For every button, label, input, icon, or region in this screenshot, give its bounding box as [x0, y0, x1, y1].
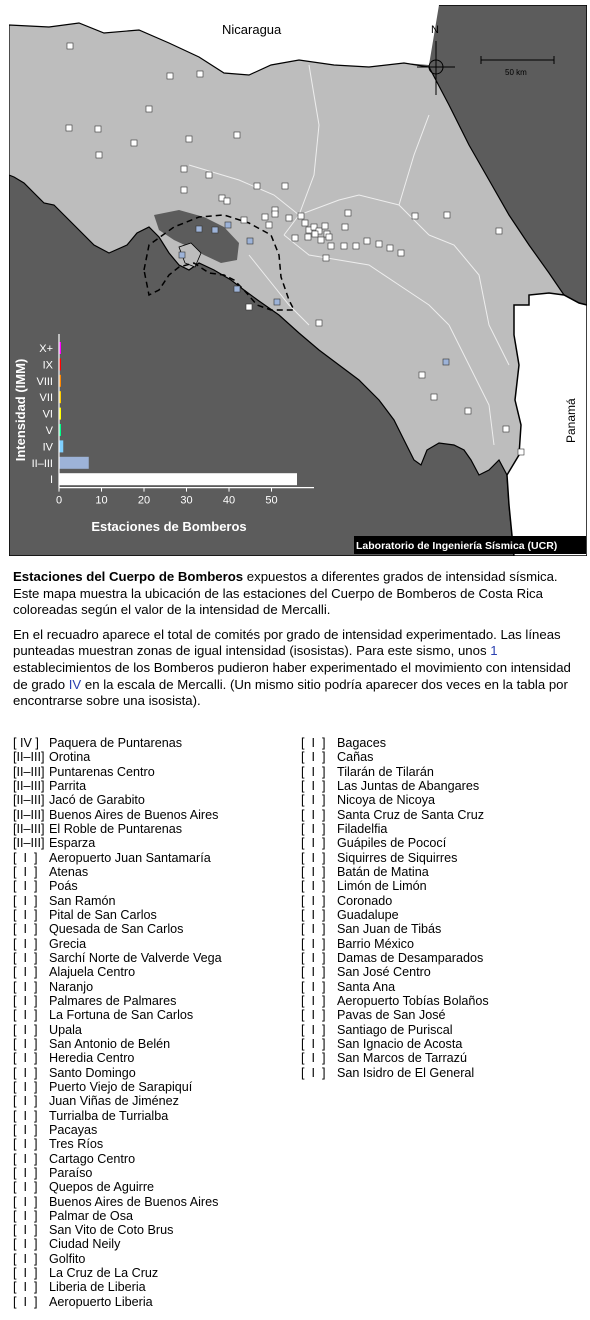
station-intensity: [ I ]	[13, 879, 38, 894]
station-marker	[266, 222, 272, 228]
station-marker	[412, 213, 418, 219]
station-intensity: [II–III]	[13, 821, 45, 836]
station-intensity: [ I ]	[301, 936, 326, 951]
station-marker-intensity	[196, 226, 202, 232]
station-marker	[341, 243, 347, 249]
station-name: Turrialba de Turrialba	[49, 1108, 169, 1123]
station-list-item	[301, 937, 489, 951]
station-intensity: [ I ]	[13, 1280, 38, 1295]
y-tick-label: V	[45, 425, 53, 437]
station-list-item	[301, 851, 489, 865]
x-axis-title: Estaciones de Bomberos	[91, 519, 247, 534]
station-intensity: [ I ]	[301, 922, 326, 937]
station-name: Palmar de Osa	[49, 1208, 133, 1223]
station-intensity: [ I ]	[301, 879, 326, 894]
station-marker	[326, 234, 332, 240]
station-list-item	[13, 980, 222, 994]
y-axis-title: Intensidad (IMM)	[13, 358, 28, 462]
station-marker	[431, 394, 437, 400]
station-name: Esparza	[49, 836, 96, 851]
station-intensity: [ I ]	[301, 1065, 326, 1080]
station-list-item	[13, 1252, 222, 1266]
y-tick-label: X+	[39, 343, 53, 355]
station-list-item	[301, 894, 489, 908]
station-marker	[312, 231, 318, 237]
x-tick-label: 50	[265, 494, 278, 507]
station-intensity: [ I ]	[13, 1237, 38, 1252]
x-tick-label: 30	[180, 494, 193, 507]
station-list-item	[301, 793, 489, 807]
station-name: La Fortuna de San Carlos	[49, 1008, 194, 1023]
svg-text:N: N	[431, 24, 439, 36]
station-intensity: [ I ]	[301, 907, 326, 922]
station-name: La Cruz de La Cruz	[49, 1266, 159, 1281]
station-marker	[206, 172, 212, 178]
station-list-item	[13, 793, 222, 807]
station-marker	[181, 187, 187, 193]
station-list-item	[13, 1037, 222, 1051]
station-name: Golfito	[49, 1251, 86, 1266]
station-list-item	[13, 1094, 222, 1108]
station-name: Jacó de Garabito	[49, 793, 145, 808]
station-list-item	[13, 822, 222, 836]
station-list-item	[301, 922, 489, 936]
station-marker	[272, 211, 278, 217]
station-list-item	[13, 750, 222, 764]
station-marker	[305, 234, 311, 240]
station-name: Paraíso	[49, 1165, 93, 1180]
station-marker	[387, 245, 393, 251]
station-intensity: [ I ]	[13, 993, 38, 1008]
station-marker	[302, 220, 308, 226]
station-intensity: [ I ]	[301, 836, 326, 851]
station-list-item	[301, 994, 489, 1008]
station-list-item	[13, 908, 222, 922]
station-name: Filadelfia	[337, 821, 388, 836]
station-name: Batán de Matina	[337, 864, 429, 879]
station-list-item	[13, 1066, 222, 1080]
x-tick-label: 20	[137, 494, 151, 507]
station-intensity: [ I ]	[13, 922, 38, 937]
station-list-item	[301, 1066, 489, 1080]
station-list-item	[13, 1080, 222, 1094]
station-list-item	[301, 1023, 489, 1037]
station-intensity: [ I ]	[301, 750, 326, 765]
station-name: Liberia de Liberia	[49, 1280, 146, 1295]
station-marker-intensity	[247, 238, 253, 244]
station-intensity: [ I ]	[301, 993, 326, 1008]
station-intensity: [II–III]	[13, 793, 45, 808]
station-marker	[292, 235, 298, 241]
station-name: San Ignacio de Acosta	[337, 1036, 463, 1051]
station-list-item	[13, 1123, 222, 1137]
station-list-item	[301, 865, 489, 879]
station-name: San Juan de Tibás	[337, 922, 442, 937]
station-list-item	[13, 1008, 222, 1022]
station-name: San Antonio de Belén	[49, 1036, 171, 1051]
station-marker	[398, 250, 404, 256]
station-marker	[167, 73, 173, 79]
station-intensity: [ I ]	[13, 1251, 38, 1266]
station-list-item	[13, 1280, 222, 1294]
station-marker	[146, 106, 152, 112]
station-list-item	[13, 1152, 222, 1166]
station-intensity: [ I ]	[13, 907, 38, 922]
station-intensity: [ I ]	[301, 764, 326, 779]
y-tick-label: IV	[42, 441, 53, 454]
caption-paragraph-1: Estaciones del Cuerpo de Bomberos expuestos a diferentes grados de intensidad sísmica. Este mapa muestra la ubicación de las estaciones del Cuerpo de Bomberos de Costa Rica coloreadas según el valor de la intensidad de Mercalli.	[13, 569, 558, 618]
y-tick-label: VI	[42, 408, 53, 421]
y-tick-label: I	[49, 474, 53, 487]
station-marker	[364, 238, 370, 244]
x-tick-label: 10	[95, 494, 108, 507]
station-name: Coronado	[337, 893, 393, 908]
station-name: Pital de San Carlos	[49, 907, 157, 922]
station-name: Juan Viñas de Jiménez	[49, 1094, 179, 1109]
station-marker	[496, 228, 502, 234]
station-intensity: [ I ]	[13, 965, 38, 980]
station-name: Pavas de San José	[337, 1008, 446, 1023]
station-marker	[322, 223, 328, 229]
station-intensity: [ I ]	[13, 1266, 38, 1281]
affected-count: 1	[490, 643, 498, 659]
station-intensity: [ I ]	[13, 1208, 38, 1223]
station-list-item	[13, 865, 222, 879]
station-name: Aeropuerto Juan Santamaría	[49, 850, 211, 865]
station-marker	[328, 243, 334, 249]
station-marker-intensity	[274, 299, 280, 305]
station-intensity: [II–III]	[13, 836, 45, 851]
station-list-item	[13, 779, 222, 793]
station-marker	[353, 243, 359, 249]
histogram-bar	[59, 440, 63, 452]
station-marker	[66, 125, 72, 131]
station-name: Damas de Desamparados	[337, 950, 484, 965]
station-name: Guápiles de Pococí	[337, 836, 447, 851]
station-name: Las Juntas de Abangares	[337, 778, 480, 793]
station-name: Siquirres de Siquirres	[337, 850, 458, 865]
nicaragua-label: Nicaragua	[222, 22, 282, 37]
station-intensity: [ I ]	[301, 807, 326, 822]
y-tick-label: IX	[42, 359, 53, 372]
station-marker	[318, 237, 324, 243]
station-name: Aeropuerto Liberia	[49, 1294, 153, 1309]
station-intensity: [ I ]	[13, 893, 38, 908]
station-list-item	[301, 908, 489, 922]
station-intensity: [II–III]	[13, 807, 45, 822]
station-intensity: [ I ]	[13, 1065, 38, 1080]
station-name: Grecia	[49, 936, 87, 951]
station-marker-intensity	[179, 252, 185, 258]
station-intensity: [ I ]	[13, 1108, 38, 1123]
station-name: Cañas	[337, 750, 374, 765]
station-marker	[224, 198, 230, 204]
station-name: San Ramón	[49, 893, 116, 908]
station-list-item	[13, 1109, 222, 1123]
station-intensity: [ I ]	[301, 864, 326, 879]
station-name: San Vito de Coto Brus	[49, 1223, 174, 1238]
histogram-bar	[59, 473, 297, 485]
station-list-item	[301, 879, 489, 893]
station-name: San Marcos de Tarrazú	[337, 1051, 467, 1066]
station-intensity: [ I ]	[301, 850, 326, 865]
station-intensity: [ I ]	[13, 1008, 38, 1023]
station-name: Quesada de San Carlos	[49, 922, 184, 937]
station-marker	[444, 212, 450, 218]
station-intensity: [ I ]	[301, 736, 326, 750]
station-intensity: [ I ]	[13, 1137, 38, 1152]
station-name: Aeropuerto Tobías Bolaños	[337, 993, 489, 1008]
station-name: Ciudad Neily	[49, 1237, 121, 1252]
station-intensity: [ IV ]	[13, 736, 39, 750]
station-list-item	[13, 1266, 222, 1280]
station-marker	[262, 214, 268, 220]
station-marker	[197, 71, 203, 77]
station-intensity: [ I ]	[13, 850, 38, 865]
station-intensity: [ I ]	[13, 936, 38, 951]
histogram-bar	[59, 457, 89, 469]
station-marker	[131, 140, 137, 146]
station-name: Cartago Centro	[49, 1151, 136, 1166]
station-list-item	[13, 1223, 222, 1237]
station-list-item	[13, 879, 222, 893]
station-intensity: [ I ]	[301, 950, 326, 965]
station-name: Quepos de Aguirre	[49, 1180, 155, 1195]
stations-list-column-1	[13, 736, 222, 1309]
station-list-item	[13, 836, 222, 850]
station-list-item	[13, 1209, 222, 1223]
station-marker-intensity	[234, 286, 240, 292]
station-name: Naranjo	[49, 979, 94, 994]
station-list-item	[13, 1137, 222, 1151]
station-list-item	[301, 736, 489, 750]
station-name: Guadalupe	[337, 907, 399, 922]
station-marker	[286, 215, 292, 221]
station-name: El Roble de Puntarenas	[49, 821, 183, 836]
station-marker	[345, 210, 351, 216]
station-name: Santa Cruz de Santa Cruz	[337, 807, 485, 822]
station-name: Bagaces	[337, 736, 387, 750]
station-intensity: [ I ]	[13, 1294, 38, 1309]
station-name: Santiago de Puriscal	[337, 1022, 453, 1037]
station-list-item	[301, 822, 489, 836]
station-name: Heredia Centro	[49, 1051, 135, 1066]
station-marker-intensity	[212, 227, 218, 233]
station-intensity: [ I ]	[301, 979, 326, 994]
station-intensity: [II–III]	[13, 750, 45, 765]
station-list-item	[301, 1008, 489, 1022]
station-list-item	[13, 1195, 222, 1209]
station-name: Tilarán de Tilarán	[337, 764, 434, 779]
station-name: Atenas	[49, 864, 89, 879]
station-intensity: [ I ]	[13, 1036, 38, 1051]
station-list-item	[301, 1037, 489, 1051]
station-name: Paquera de Puntarenas	[49, 736, 183, 750]
station-list-item	[13, 951, 222, 965]
station-name: Barrio México	[337, 936, 414, 951]
station-intensity: [ I ]	[301, 893, 326, 908]
station-marker	[419, 372, 425, 378]
station-name: Pacayas	[49, 1122, 98, 1137]
station-name: Palmares de Palmares	[49, 993, 177, 1008]
station-marker	[342, 224, 348, 230]
station-intensity: [II–III]	[13, 764, 45, 779]
y-tick-label: VIII	[36, 375, 53, 388]
x-tick-label: 0	[55, 494, 63, 507]
station-marker	[465, 408, 471, 414]
station-list-item	[13, 765, 222, 779]
station-list-item	[13, 894, 222, 908]
station-intensity: [ I ]	[301, 821, 326, 836]
station-name: Buenos Aires de Buenos Aires	[49, 807, 219, 822]
station-intensity: [ I ]	[301, 965, 326, 980]
station-list-item	[301, 1051, 489, 1065]
caption-paragraph-2: En el recuadro aparece el total de comités por grado de intensidad experimentado. Las líneas punteadas muestran zonas de igual intensidad (isosistas). Para este sismo, unos 1 establecimientos de los Bomberos pudieron haber experimentado el movimiento con intensidad de grado IV en la escala de Mercalli. (Un mismo sitio podría aparecer dos veces en la tabla por encontrarse sobre una isosista).	[13, 626, 571, 709]
station-list-item	[13, 851, 222, 865]
station-name: Nicoya de Nicoya	[337, 793, 435, 808]
station-name: Santa Ana	[337, 979, 396, 994]
station-intensity: [ I ]	[13, 1122, 38, 1137]
station-marker-intensity	[443, 359, 449, 365]
station-list-item	[13, 736, 222, 750]
station-intensity: [ I ]	[13, 1180, 38, 1195]
station-name: Buenos Aires de Buenos Aires	[49, 1194, 219, 1209]
x-tick-label: 40	[222, 494, 236, 507]
station-name: Santo Domingo	[49, 1065, 136, 1080]
station-intensity: [ I ]	[301, 1051, 326, 1066]
station-name: Upala	[49, 1022, 82, 1037]
station-intensity: [ I ]	[13, 979, 38, 994]
seismic-intensity-map	[9, 5, 587, 556]
station-list-item	[301, 951, 489, 965]
station-list-item	[13, 1023, 222, 1037]
station-intensity: [ I ]	[13, 1022, 38, 1037]
station-marker	[323, 255, 329, 261]
station-list-item	[13, 1166, 222, 1180]
caption-title: Estaciones del Cuerpo de Bomberos	[13, 569, 244, 584]
station-intensity: [ I ]	[13, 864, 38, 879]
station-name: Alajuela Centro	[49, 965, 136, 980]
station-intensity: [ I ]	[301, 793, 326, 808]
station-intensity: [ I ]	[13, 1094, 38, 1109]
station-intensity: [II–III]	[13, 778, 45, 793]
station-list-item	[13, 922, 222, 936]
station-name: Tres Ríos	[49, 1137, 104, 1152]
station-list-item	[301, 779, 489, 793]
station-intensity: [ I ]	[13, 1051, 38, 1066]
station-marker	[316, 320, 322, 326]
station-list-item	[13, 1295, 222, 1309]
station-intensity: [ I ]	[13, 1223, 38, 1238]
max-grade: IV	[68, 676, 82, 692]
y-tick-label: II–III	[31, 457, 53, 470]
station-marker	[186, 136, 192, 142]
station-intensity: [ I ]	[13, 950, 38, 965]
station-marker	[282, 183, 288, 189]
station-list-item	[13, 937, 222, 951]
station-intensity: [ I ]	[13, 1151, 38, 1166]
station-name: Orotina	[49, 750, 91, 765]
station-list-item	[13, 808, 222, 822]
station-name: Puntarenas Centro	[49, 764, 155, 779]
station-marker	[503, 426, 509, 432]
station-marker	[246, 304, 252, 310]
station-intensity: [ I ]	[301, 1008, 326, 1023]
station-marker	[241, 217, 247, 223]
station-list-item	[301, 980, 489, 994]
station-intensity: [ I ]	[301, 1036, 326, 1051]
station-marker	[181, 166, 187, 172]
station-intensity: [ I ]	[13, 1165, 38, 1180]
station-marker	[376, 241, 382, 247]
y-tick-label: VII	[39, 392, 53, 405]
station-name: Puerto Viejo de Sarapiquí	[49, 1079, 193, 1094]
station-name: Limón de Limón	[337, 879, 427, 894]
station-list-item	[13, 965, 222, 979]
station-marker	[95, 126, 101, 132]
svg-text:50 km: 50 km	[505, 68, 527, 77]
station-intensity: [ I ]	[13, 1079, 38, 1094]
station-list-item	[13, 994, 222, 1008]
station-list-item	[301, 965, 489, 979]
station-list-item	[301, 765, 489, 779]
station-list-item	[13, 1180, 222, 1194]
station-marker	[254, 183, 260, 189]
station-list-item	[301, 808, 489, 822]
station-name: Sarchí Norte de Valverde Vega	[49, 950, 222, 965]
station-name: Poás	[49, 879, 78, 894]
station-marker	[96, 152, 102, 158]
station-marker	[67, 43, 73, 49]
map-caption	[13, 569, 583, 718]
station-name: San Isidro de El General	[337, 1065, 475, 1080]
station-intensity: [ I ]	[301, 1022, 326, 1037]
station-marker	[518, 449, 524, 455]
station-marker-intensity	[225, 222, 231, 228]
station-list-item	[13, 1237, 222, 1251]
station-intensity: [ I ]	[13, 1194, 38, 1209]
panama-label: Panamá	[564, 398, 578, 443]
stations-list-column-2	[301, 736, 489, 1080]
station-list-item	[13, 1051, 222, 1065]
station-list-item	[301, 836, 489, 850]
station-marker	[298, 213, 304, 219]
station-name: Parrita	[49, 778, 87, 793]
credit-label: Laboratorio de Ingeniería Sísmica (UCR)	[356, 540, 558, 552]
station-list-item	[301, 750, 489, 764]
station-intensity: [ I ]	[301, 778, 326, 793]
station-name: San José Centro	[337, 965, 431, 980]
station-marker	[234, 132, 240, 138]
